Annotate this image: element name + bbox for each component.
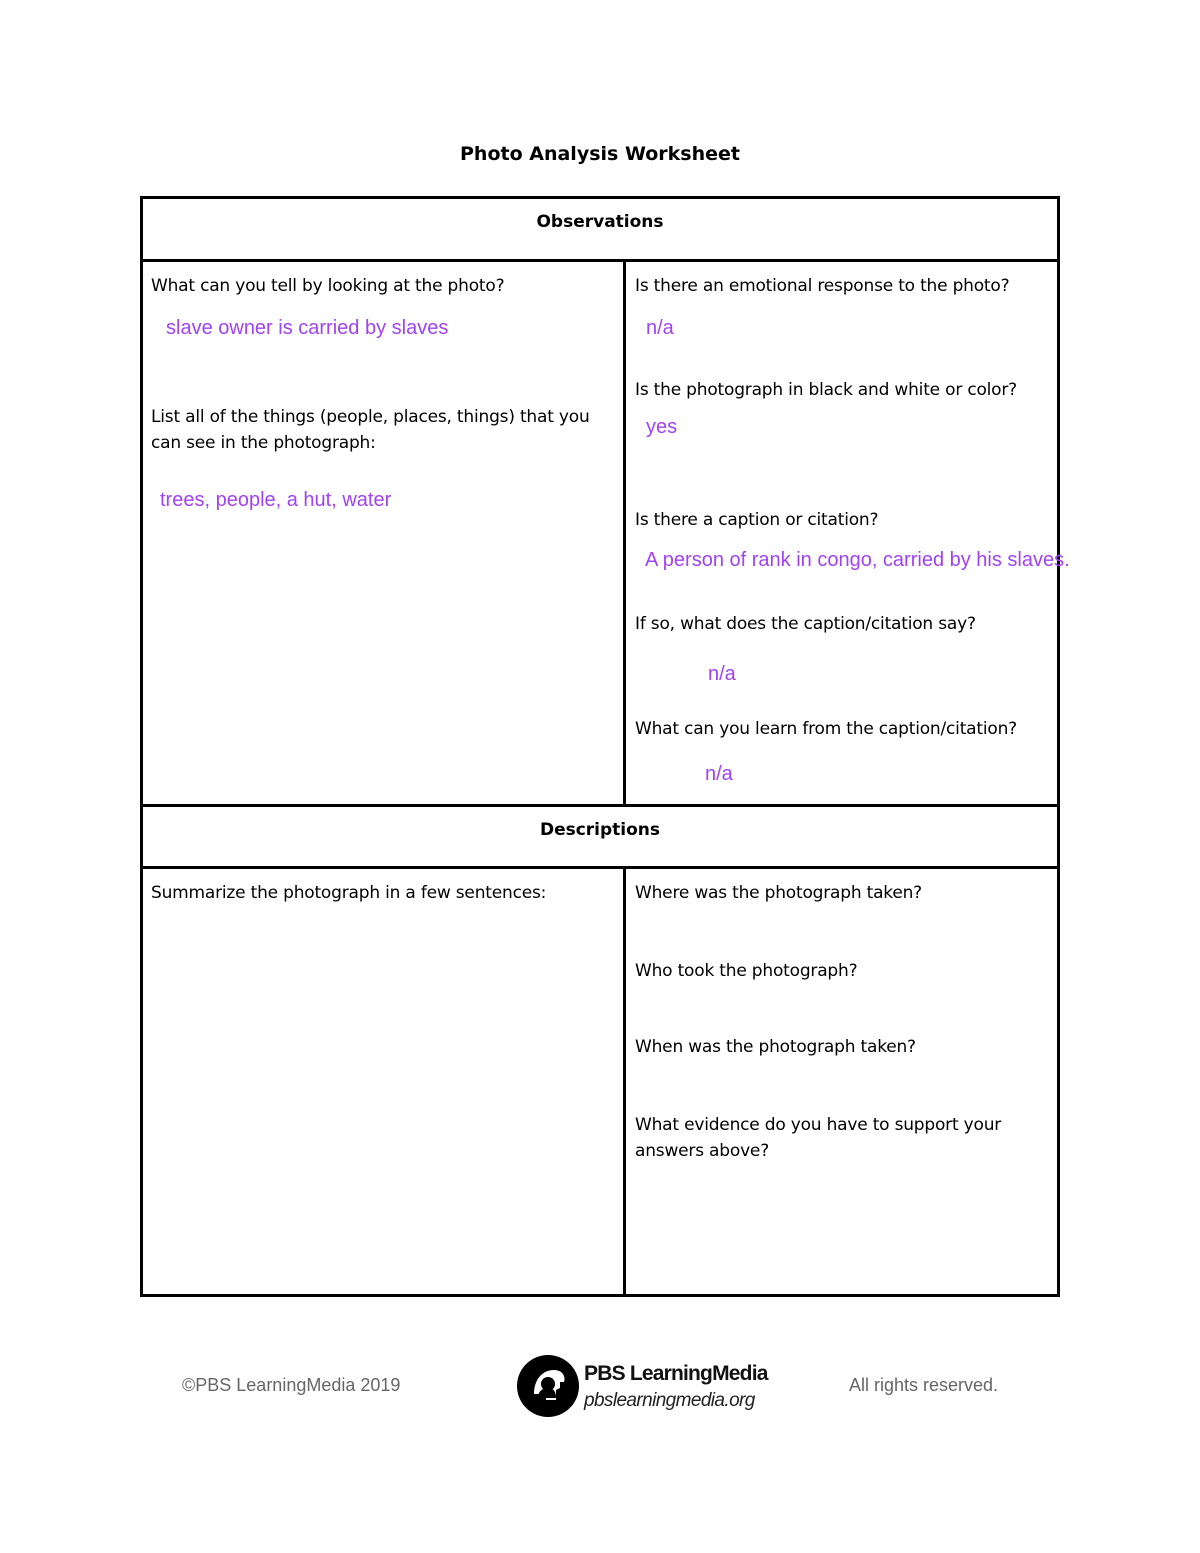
observations-header-divider [140,259,1060,262]
question-caption-says: If so, what does the caption/citation say? [635,614,976,634]
question-where-taken: Where was the photograph taken? [635,883,922,903]
copyright-text: ©PBS LearningMedia 2019 [182,1375,401,1395]
answer-caption-says[interactable]: n/a [708,663,736,685]
observations-heading: Observations [536,212,664,232]
logo-brand-name: PBS LearningMedia [584,1362,768,1385]
descriptions-column-divider [623,866,626,1297]
question-what-can-you-tell: What can you tell by looking at the photo? [151,276,505,296]
answer-emotional-response[interactable]: n/a [646,317,674,339]
answer-black-white-color[interactable]: yes [646,416,678,438]
question-who-took: Who took the photograph? [635,961,858,981]
question-learn-from-caption: What can you learn from the caption/citation? [635,719,1017,739]
question-caption-citation: Is there a caption or citation? [635,510,879,530]
descriptions-heading: Descriptions [539,820,661,840]
answer-what-can-you-tell[interactable]: slave owner is carried by slaves [166,317,449,339]
logo-url-text: pbslearningmedia.org [584,1390,755,1411]
answer-list-things[interactable]: trees, people, a hut, water [160,489,392,511]
question-summarize: Summarize the photograph in a few sentences: [151,883,547,903]
question-when-taken: When was the photograph taken? [635,1037,916,1057]
answer-caption-citation[interactable]: A person of rank in congo, carried by his slaves. [645,549,1070,571]
pbs-head-icon [516,1354,580,1418]
question-emotional-response: Is there an emotional response to the photo? [635,276,1010,296]
observations-column-divider [623,259,626,807]
descriptions-header-divider [140,866,1060,869]
question-evidence: What evidence do you have to support your answers above? [635,1115,1002,1161]
question-black-white-color: Is the photograph in black and white or color? [635,380,1017,400]
page-title: Photo Analysis Worksheet [460,143,740,165]
answer-learn-from-caption[interactable]: n/a [705,763,733,785]
pbs-learningmedia-logo [516,1354,776,1424]
section-divider [140,804,1060,807]
rights-text: All rights reserved. [849,1375,999,1395]
question-list-things: List all of the things (people, places, things) that you can see in the photograph: [151,407,590,453]
